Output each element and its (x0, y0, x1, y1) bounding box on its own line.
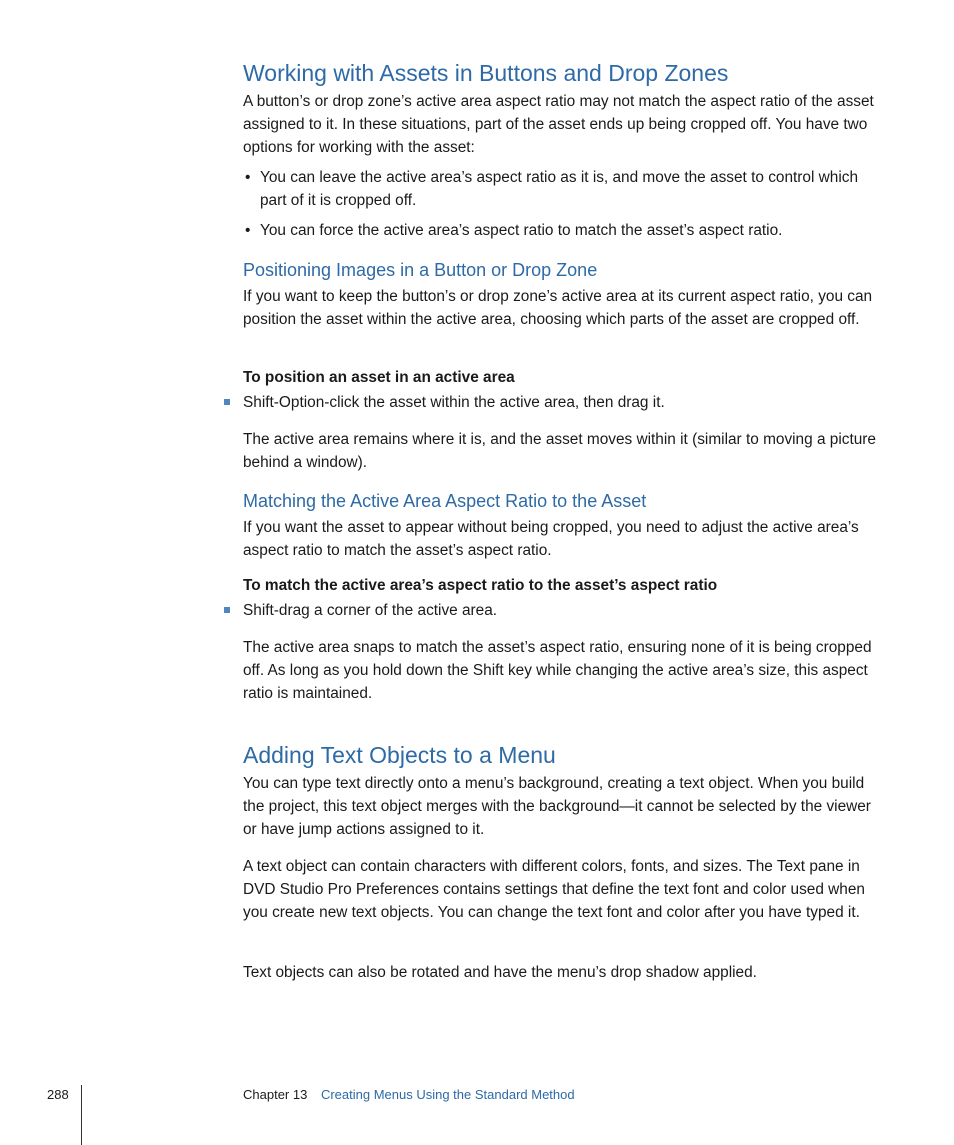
list-item (243, 166, 883, 212)
section4-para3: Text objects can also be rotated and have the menu’s drop shadow applied. (243, 964, 757, 981)
chapter-title: Creating Menus Using the Standard Method (320, 1087, 575, 1102)
section3-body: If you want the asset to appear without being cropped, you need to adjust the active area’s aspect ratio to match the asset’s aspect ratio. (243, 519, 859, 559)
section2-body: If you want to keep the button’s or drop zone’s active area at its current aspect ratio, you can position the asset within the active area, choosing which parts of the asset are cropped off. (243, 288, 873, 328)
page-number: 288 (47, 1087, 69, 1102)
step-text: Shift-drag a corner of the active area. (243, 602, 498, 619)
section-title-matching-aspect-ratio: Matching the Active Area Aspect Ratio to the Asset (243, 491, 647, 511)
bullet-icon: • (245, 222, 251, 239)
section-title-adding-text-objects: Adding Text Objects to a Menu (243, 742, 556, 768)
section3-result: The active area snaps to match the asset’s aspect ratio, ensuring none of it is being cropped off. As long as you hold down the Shift key while changing the active area’s size, this aspect ratio is maintained. (243, 639, 872, 702)
task-heading-position-asset: To position an asset in an active area (243, 369, 515, 386)
chapter-label: Chapter 13 (243, 1087, 308, 1102)
section-title-positioning-images: Positioning Images in a Button or Drop Zone (243, 260, 598, 280)
section2-result: The active area remains where it is, and the asset moves within it (similar to moving a picture behind a window). (243, 431, 876, 471)
list-item-text: You can force the active area’s aspect ratio to match the asset’s aspect ratio. (260, 222, 783, 239)
section-title-working-with-assets: Working with Assets in Buttons and Drop Zones (243, 60, 729, 86)
list-item (243, 219, 883, 242)
footer-divider (81, 1085, 82, 1145)
bullet-icon: • (245, 169, 251, 186)
step-item (224, 391, 665, 414)
list-item-text: You can leave the active area’s aspect ratio as it is, and move the asset to control which part of it is cropped off. (260, 169, 859, 209)
section4-para1: You can type text directly onto a menu’s background, creating a text object. When you build the project, this text object merges with the background—it cannot be selected by the viewer or have jump actions assigned to it. (243, 775, 871, 838)
step-item (224, 599, 497, 622)
section4-para2: A text object can contain characters with different colors, fonts, and sizes. The Text pane in DVD Studio Pro Preferences contains settings that define the text font and color used when you create new text objects. You can change the text font and color after you have typed it. (243, 858, 865, 921)
section1-body: A button’s or drop zone’s active area aspect ratio may not match the aspect ratio of the asset assigned to it. In these situations, part of the asset ends up being cropped off. You have two options for working with the asset: (243, 93, 874, 156)
step-bullet-icon (224, 399, 230, 405)
step-bullet-icon (224, 607, 230, 613)
step-text: Shift-Option-click the asset within the active area, then drag it. (243, 394, 665, 411)
footer-chapter (243, 1087, 575, 1102)
task-heading-match-aspect-ratio: To match the active area’s aspect ratio to the asset’s aspect ratio (243, 577, 718, 594)
